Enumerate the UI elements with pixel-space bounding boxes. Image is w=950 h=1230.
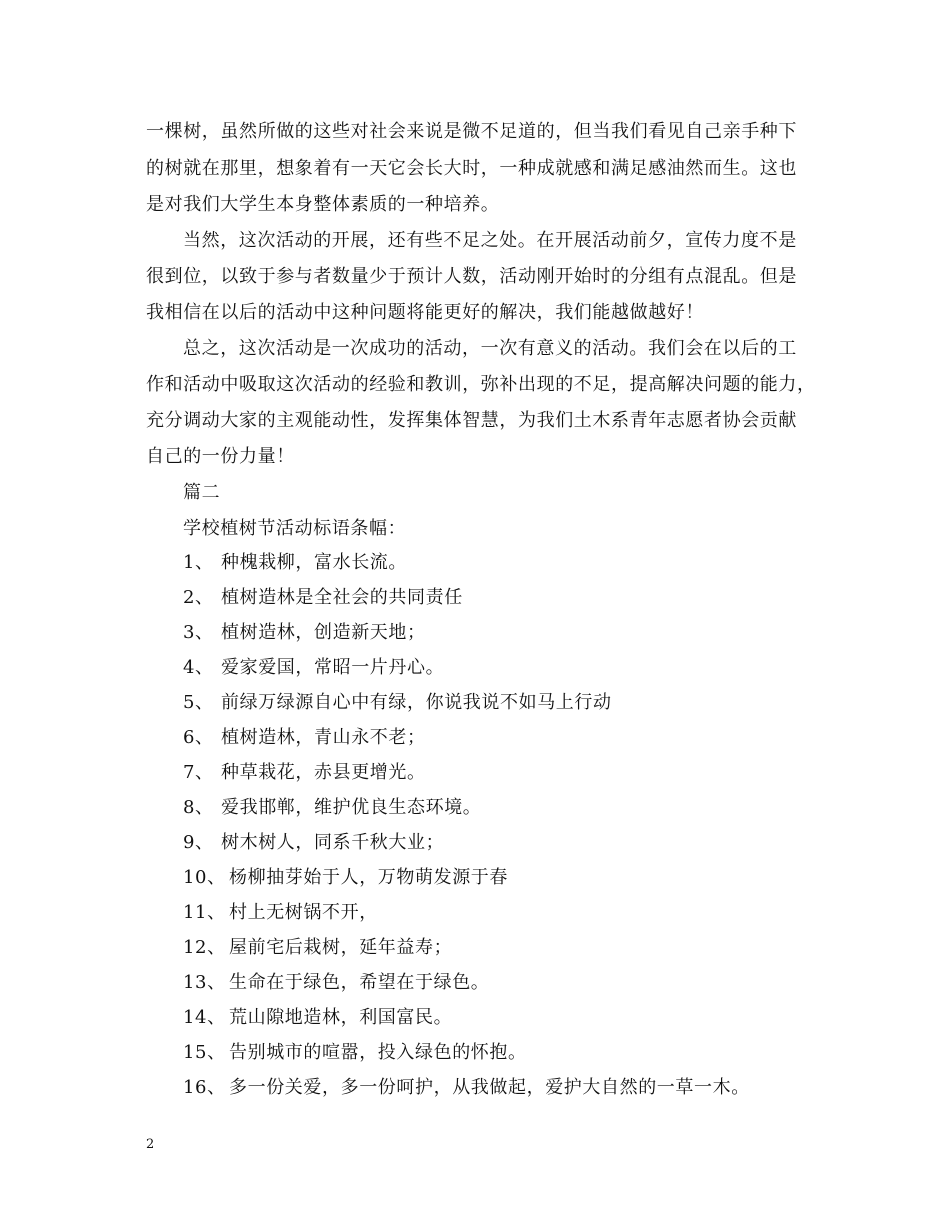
list-item	[183, 866, 508, 890]
list-item-number: 11、	[183, 902, 226, 923]
paragraph-1-line-2: 的树就在那里，想象着有一天它会长大时，一种成就感和满足感油然而生。这也	[146, 158, 797, 179]
paragraph-1-line-1: 一棵树，虽然所做的这些对社会来说是微不足道的，但当我们看见自己亲手种下	[146, 121, 797, 142]
list-item-number: 4、	[183, 657, 214, 678]
list-item	[183, 726, 426, 750]
list-item-text: 荒山隙地造林，利国富民。	[229, 1007, 453, 1028]
list-item-text: 植树造林是全社会的共同责任	[221, 587, 463, 608]
list-item	[183, 656, 444, 680]
list-item-number: 5、	[183, 692, 214, 713]
list-item-text: 植树造林，青山永不老；	[221, 727, 426, 748]
section-heading: 篇二	[183, 482, 221, 503]
list-item-number: 7、	[183, 762, 214, 783]
list-item	[183, 586, 463, 610]
list-item-text: 爱家爱国，常昭一片丹心。	[221, 657, 445, 678]
paragraph-3-line-4: 自己的一份力量！	[146, 446, 295, 467]
list-item-number: 13、	[183, 972, 226, 993]
list-item	[183, 831, 444, 855]
list-item-text: 树木树人，同系千秋大业；	[221, 832, 445, 853]
list-item	[183, 1041, 527, 1065]
list-title: 学校植树节活动标语条幅：	[183, 518, 407, 539]
list-item	[183, 761, 426, 785]
list-item	[183, 691, 612, 715]
list-item	[183, 621, 426, 645]
page-number: 2	[146, 1137, 155, 1152]
list-item	[183, 796, 481, 820]
paragraph-2-line-2: 很到位，以致于参与者数量少于预计人数，活动刚开始时的分组有点混乱。但是	[146, 266, 797, 287]
paragraph-1-line-3: 是对我们大学生本身整体素质的一种培养。	[146, 194, 500, 215]
list-item-text: 种槐栽柳，富水长流。	[221, 552, 407, 573]
paragraph-3-line-1: 总之，这次活动是一次成功的活动，一次有意义的活动。我们会在以后的工	[183, 338, 797, 359]
list-item-number: 3、	[183, 622, 214, 643]
paragraph-2-line-1: 当然，这次活动的开展，还有些不足之处。在开展活动前夕，宣传力度不是	[183, 230, 797, 251]
list-item-number: 15、	[183, 1042, 226, 1063]
list-item-number: 6、	[183, 727, 214, 748]
list-item-number: 9、	[183, 832, 214, 853]
list-item-text: 爱我邯郸，维护优良生态环境。	[221, 797, 482, 818]
list-item-text: 告别城市的喧嚣，投入绿色的怀抱。	[229, 1042, 527, 1063]
list-item-number: 14、	[183, 1007, 226, 1028]
list-item-number: 2、	[183, 587, 214, 608]
list-item	[183, 971, 489, 995]
list-item-text: 屋前宅后栽树，延年益寿；	[229, 937, 453, 958]
list-item-text: 植树造林，创造新天地；	[221, 622, 426, 643]
paragraph-2-line-3: 我相信在以后的活动中这种问题将能更好的解决，我们能越做越好！	[146, 302, 704, 323]
list-item-text: 前绿万绿源自心中有绿，你说我说不如马上行动	[221, 692, 612, 713]
list-item-number: 12、	[183, 937, 226, 958]
list-item-number: 10、	[183, 867, 226, 888]
list-item	[183, 551, 407, 575]
list-item	[183, 936, 452, 960]
list-item-text: 村上无树锅不开，	[229, 902, 378, 923]
list-item-text: 种草栽花，赤县更增光。	[221, 762, 426, 783]
list-item-text: 多一份关爱，多一份呵护，从我做起，爱护大自然的一草一木。	[229, 1077, 750, 1098]
list-item	[183, 1006, 452, 1030]
list-item-number: 16、	[183, 1077, 226, 1098]
list-item-number: 8、	[183, 797, 214, 818]
list-item-text: 杨柳抽芽始于人，万物萌发源于春	[229, 867, 508, 888]
list-item-number: 1、	[183, 552, 214, 573]
list-item-text: 生命在于绿色，希望在于绿色。	[229, 972, 490, 993]
list-item	[183, 1076, 750, 1100]
paragraph-3-line-2: 作和活动中吸取这次活动的经验和教训，弥补出现的不足，提高解决问题的能力，	[146, 374, 816, 395]
list-item	[183, 901, 378, 925]
paragraph-3-line-3: 充分调动大家的主观能动性，发挥集体智慧，为我们土木系青年志愿者协会贡献	[146, 410, 797, 431]
